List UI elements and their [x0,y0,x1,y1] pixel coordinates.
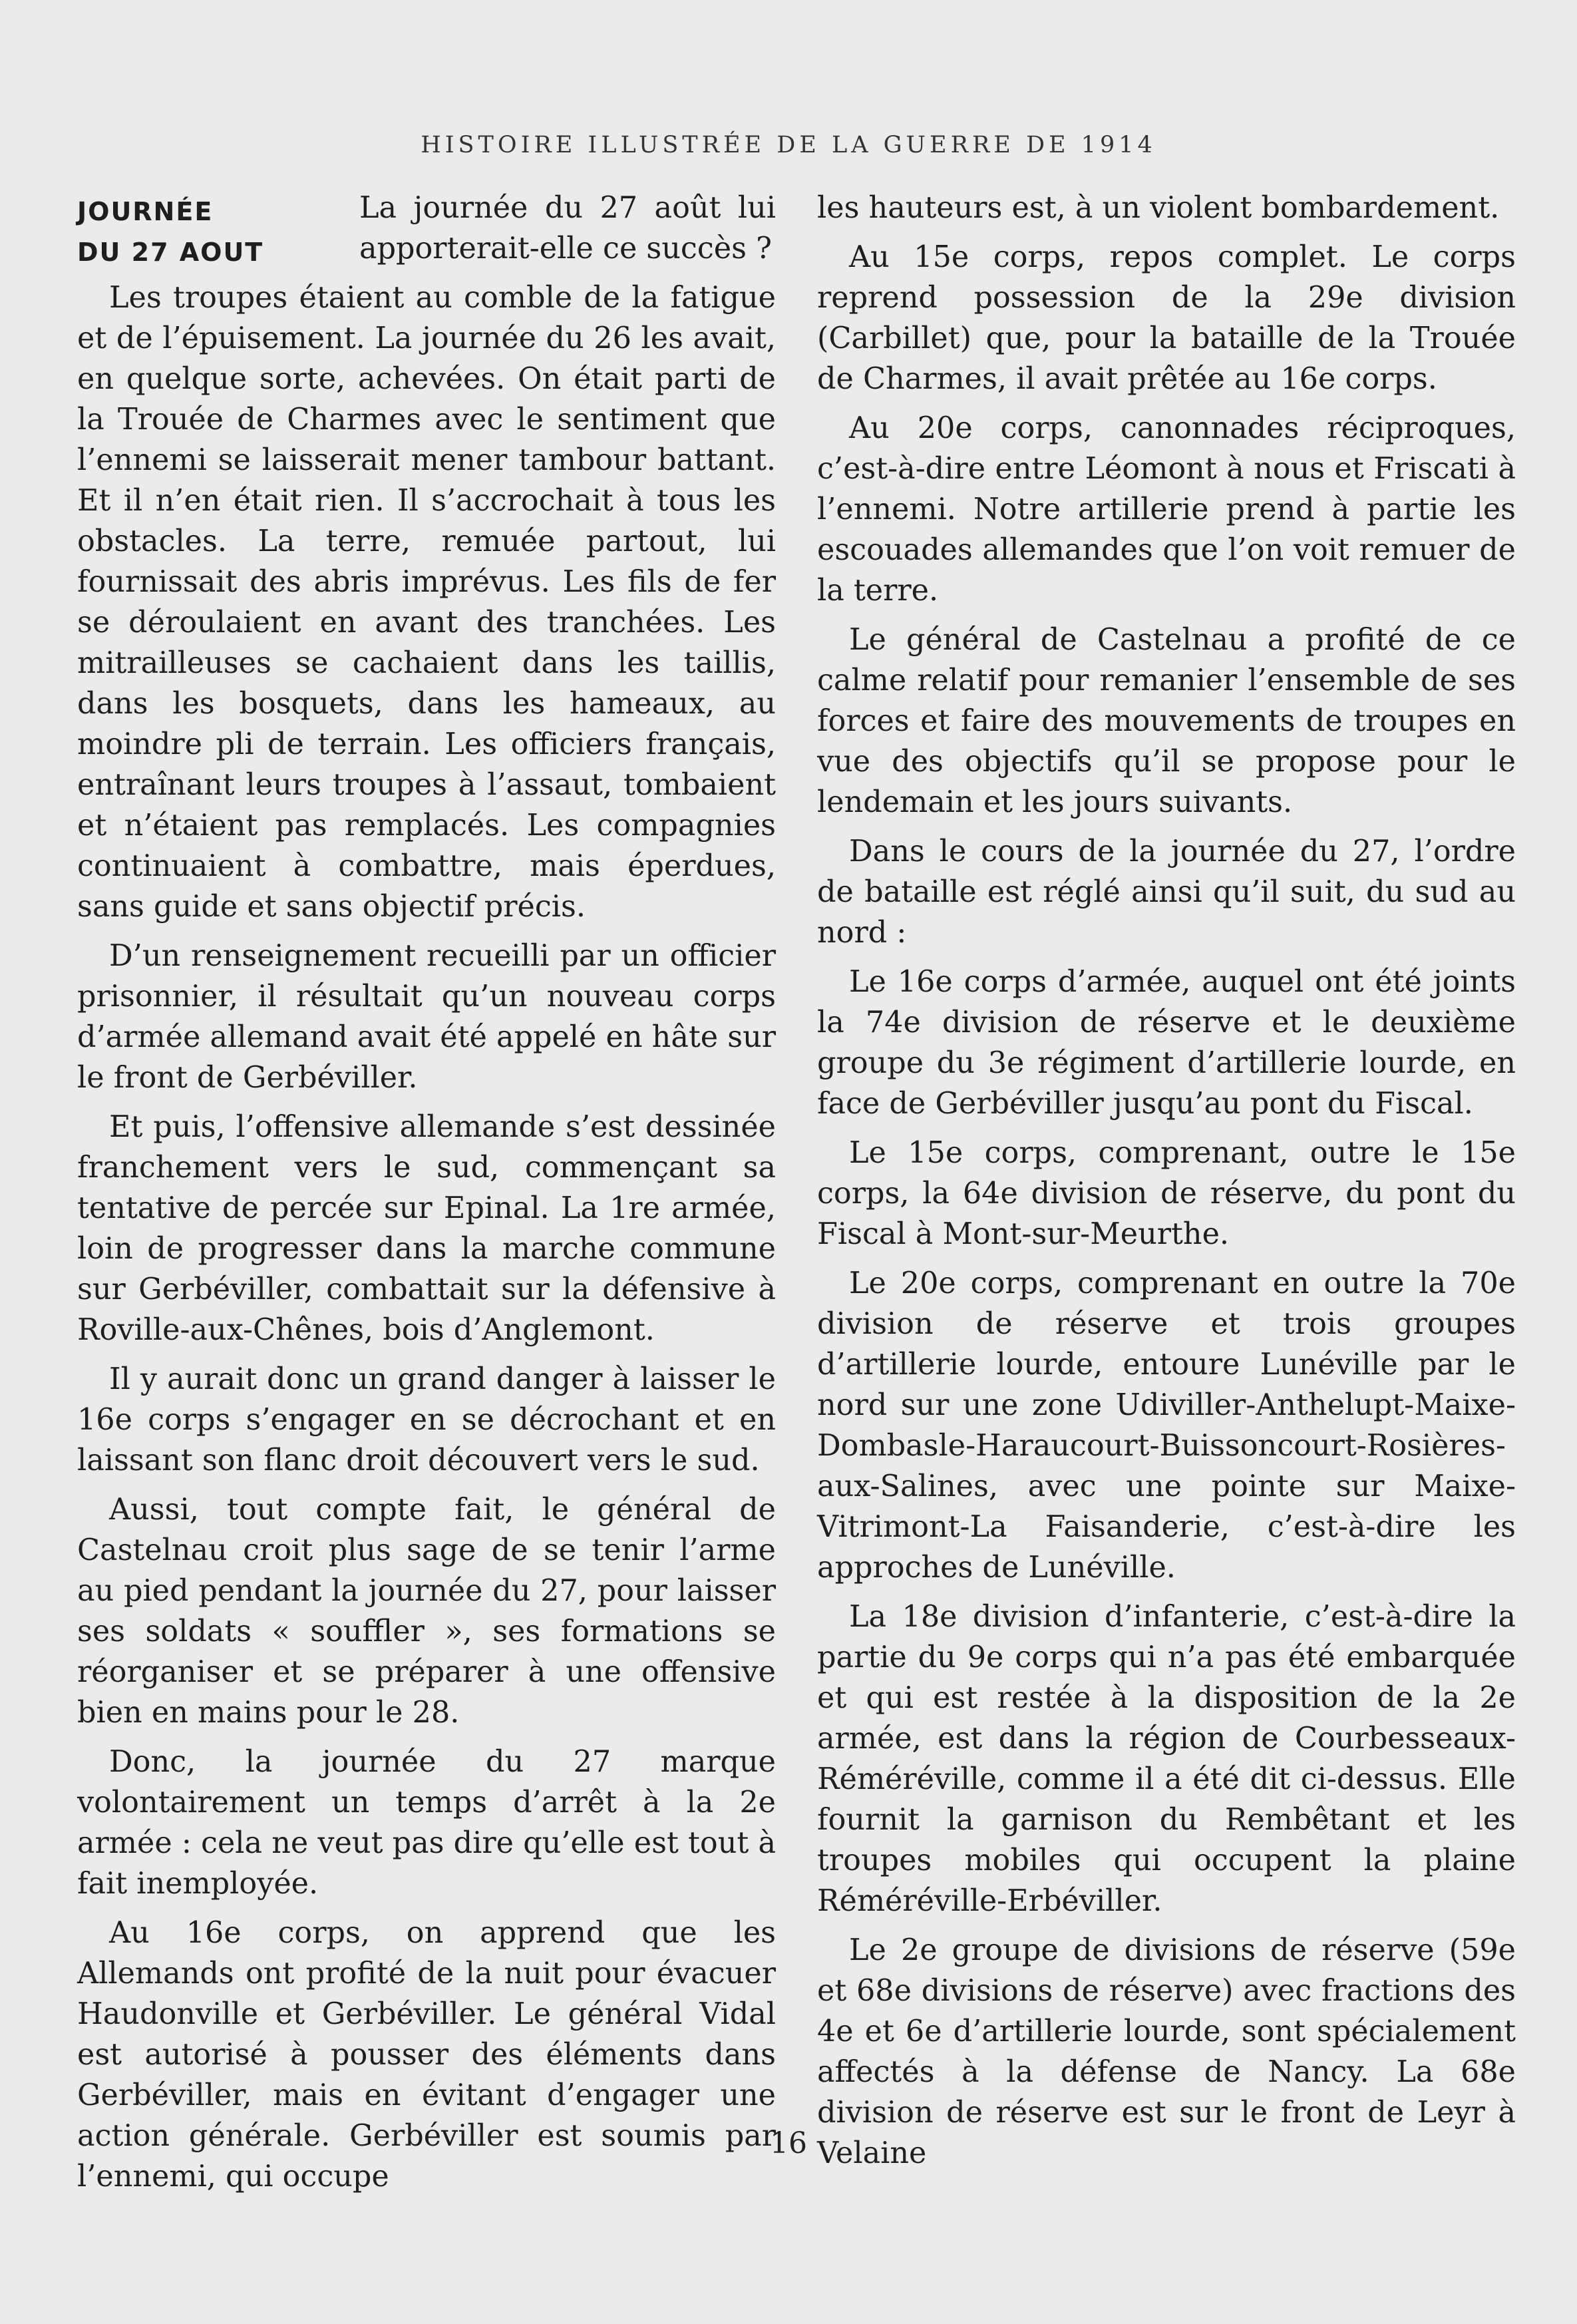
paragraph: La 18e division d’infanterie, c’est-à-dire la partie du 9e corps qui n’a pas été embarquée et qui est restée à la disposition de la 2e armée, est dans la région de Courbesseaux-Réméréville, comme il a été dit ci-dessus. Elle fournit la garnison du Rembêtant et les troupes mobiles qui occupent la plaine Réméréville-Erbéviller. [817,1600,1516,1918]
paragraph: Au 16e corps, on apprend que les Allemands ont profité de la nuit pour évacuer Haudonville et Gerbéviller. Le général Vidal est autorisé à pousser des éléments dans Gerbéviller, mais en évitant d’engager une action générale. Gerbéviller est soumis par l’ennemi, qui occupe [77,1916,776,2194]
paragraph: Donc, la journée du 27 marque volontairement un temps d’arrêt à la 2e armée : cela ne veut pas dire qu’elle est tout à fait inemployée. [77,1745,776,1901]
paragraph: Le 15e corps, comprenant, outre le 15e corps, la 64e division de réserve, du pont du Fiscal à Mont-sur-Meurthe. [817,1136,1516,1251]
paragraph: Le 16e corps d’armée, auquel ont été joints la 74e division de réserve et le deuxième groupe du 3e régiment d’artillerie lourde, en face de Gerbéviller jusqu’au pont du Fiscal. [817,965,1516,1121]
side-heading [77,192,343,273]
paragraph: Dans le cours de la journée du 27, l’ordre de bataille est réglé ainsi qu’il suit, du sud au nord : [817,835,1516,950]
left-column [77,188,776,2206]
paragraph: D’un renseignement recueilli par un officier prisonnier, il résultait qu’un nouveau corps d’armée allemand avait été appelé en hâte sur le front de Gerbéviller. [77,939,776,1095]
page-number: 16 [770,2126,807,2160]
running-head: HISTOIRE ILLUSTRÉE DE LA GUERRE DE 1914 [421,132,1156,158]
side-heading-line2: DU 27 AOUT [77,238,264,267]
right-column [817,188,1516,2182]
paragraph: Et puis, l’offensive allemande s’est dessinée franchement vers le sud, commençant sa tentative de percée sur Epinal. La 1re armée, loin de progresser dans la marche commune sur Gerbéviller, combattait sur la défensive à Roville-aux-Chênes, bois d’Anglemont. [77,1110,776,1347]
paragraph: Au 20e corps, canonnades réciproques, c’est-à-dire entre Léomont à nous et Friscati à l’ennemi. Notre artillerie prend à partie les escouades allemandes que l’on voit remuer de la terre. [817,411,1516,608]
paragraph: Le général de Castelnau a profité de ce calme relatif pour remanier l’ensemble de ses forces et faire des mouvements de troupes en vue des objectifs qu’il se propose pour le lendemain et les jours suivants. [817,623,1516,819]
paragraph: Il y aurait donc un grand danger à laisser le 16e corps s’engager en se décrochant et en laissant son flanc droit découvert vers le sud. [77,1362,776,1477]
paragraph: Aussi, tout compte fait, le général de Castelnau croit plus sage de se tenir l’arme au pied pendant la journée du 27, pour laisser ses soldats « souffler », ses formations se réorganiser et se préparer à une offensive bien en mains pour le 28. [77,1493,776,1730]
paragraph: Les troupes étaient au comble de la fatigue et de l’épuisement. La journée du 26 les avait, en quelque sorte, achevées. On était parti de la Trouée de Charmes avec le sentiment que l’ennemi se laisserait mener tambour battant. Et il n’en était rien. Il s’accrochait à tous les obstacles. La terre, remuée partout, lui fournissait des abris imprévus. Les fils de fer se déroulaient en avant des tranchées. Les mitrailleuses se cachaient dans les taillis, dans les bosquets, dans les hameaux, au moindre pli de terrain. Les officiers français, entraînant leurs troupes à l’assaut, tombaient et n’étaient pas remplacés. Les compagnies continuaient à combattre, mais éperdues, sans guide et sans objectif précis. [77,281,776,924]
paragraph: La journée du 27 août lui apporterait-elle ce succès ? [359,191,776,266]
paragraph: Le 20e corps, comprenant en outre la 70e division de réserve et trois groupes d’artillerie lourde, entoure Lunéville par le nord sur une zone Udiviller-Anthelupt-Maixe-Dombasle-Haraucourt-Buissoncourt-Rosières-aux-Salines, avec une pointe sur Maixe-Vitrimont-La Faisanderie, c’est-à-dire les approches de Lunéville. [817,1266,1516,1585]
paragraph: Le 2e groupe de divisions de réserve (59e et 68e divisions de réserve) avec fractions des 4e et 6e d’artillerie lourde, sont spécialement affectés à la défense de Nancy. La 68e division de réserve est sur le front de Leyr à Velaine [817,1933,1516,2170]
side-heading-line1: JOURNÉE [77,197,214,226]
paragraph: les hauteurs est, à un violent bombardement. [817,191,1500,225]
paragraph: Au 15e corps, repos complet. Le corps reprend possession de la 29e division (Carbillet) que, pour la bataille de la Trouée de Charmes, il avait prêtée au 16e corps. [817,240,1516,396]
